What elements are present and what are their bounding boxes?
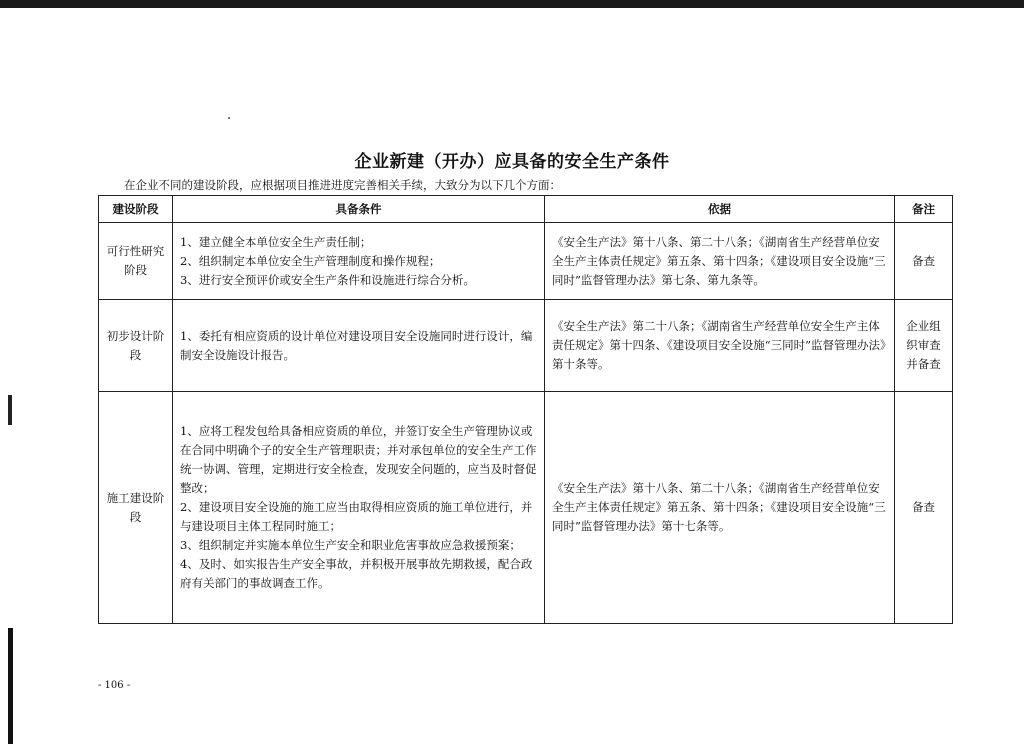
stage-cell: 施工建设阶段 <box>99 392 173 624</box>
stage-cell: 可行性研究阶段 <box>99 223 173 300</box>
requirement-item: 2、组织制定本单位安全生产管理制度和操作规程； <box>180 253 441 268</box>
header-requirements: 具备条件 <box>173 196 545 223</box>
basis-cell: 《安全生产法》第二十八条；《湖南省生产经营单位安全生产主体责任规定》第十四条、《建设项目安全设施“三同时”监督管理办法》第十条等。 <box>545 300 895 392</box>
header-basis: 依据 <box>545 196 895 223</box>
requirements-cell <box>173 300 545 392</box>
header-note: 备注 <box>895 196 953 223</box>
requirements-cell <box>173 392 545 624</box>
requirements-cell <box>173 223 545 300</box>
table-row <box>99 300 953 392</box>
requirement-item: 3、组织制定并实施本单位生产安全和职业危害事故应急救援预案； <box>180 538 521 552</box>
requirement-item: 1、应将工程发包给具备相应资质的单位，并签订安全生产管理协议或在合同中明确个子的安全生产管理职责；并对承包单位的安全生产工作统一协调、管理，定期进行安全检查，发现安全问题的，应当及时督促整改； <box>180 424 537 495</box>
table-row <box>99 223 953 300</box>
basis-cell: 《安全生产法》第十八条、第二十八条；《湖南省生产经营单位安全生产主体责任规定》第五条、第十四条；《建设项目安全设施“三同时”监督管理办法》第十七条等。 <box>545 392 895 624</box>
conditions-table <box>98 195 953 624</box>
basis-cell: 《安全生产法》第十八条、第二十八条；《湖南省生产经营单位安全生产主体责任规定》第五条、第十四条；《建设项目安全设施“三同时”监督管理办法》第七条、第九条等。 <box>545 223 895 300</box>
intro-text: 在企业不同的建设阶段，应根据项目推进进度完善相关手续，大致分为以下几个方面： <box>124 178 561 192</box>
header-stage: 建设阶段 <box>99 196 173 223</box>
note-cell: 备查 <box>895 392 953 624</box>
page-number: - 106 - <box>98 680 131 691</box>
note-cell: 备查 <box>895 223 953 300</box>
requirement-item: 1、建立健全本单位安全生产责任制； <box>180 234 372 249</box>
note-cell: 企业组织审查并备查 <box>895 300 953 392</box>
scan-speck <box>228 117 230 119</box>
scan-edge-mark <box>8 628 13 744</box>
document-title: 企业新建（开办）应具备的安全生产条件 <box>354 152 670 172</box>
requirement-item: 1、委托有相应资质的设计单位对建设项目安全设施同时进行设计，编制安全设施设计报告。 <box>180 328 533 362</box>
stage-cell: 初步设计阶段 <box>99 300 173 392</box>
scan-edge-mark <box>8 395 12 425</box>
requirement-item: 4、及时、如实报告生产安全事故，并积极开展事故先期救援，配合政府有关部门的事故调查工作。 <box>180 557 533 590</box>
table-row <box>99 392 953 624</box>
scan-edge-top <box>0 0 1024 8</box>
table-header-row <box>99 196 953 223</box>
requirement-item: 3、进行安全预评价或安全生产条件和设施进行综合分析。 <box>180 272 475 287</box>
requirement-item: 2、建设项目安全设施的施工应当由取得相应资质的施工单位进行，并与建设项目主体工程同时施工； <box>180 500 533 533</box>
